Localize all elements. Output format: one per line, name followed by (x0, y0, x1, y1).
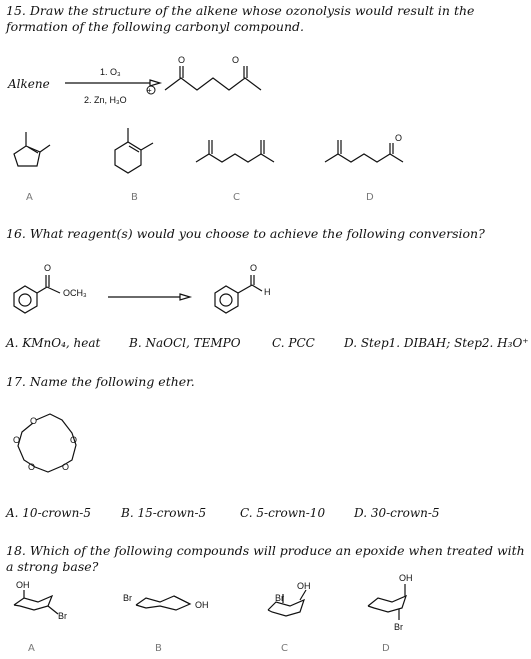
choice-b-15: B (131, 192, 138, 203)
choice-a-15: A (26, 192, 33, 203)
structure-a-ring (14, 146, 40, 166)
benzene-aldehyde (215, 286, 238, 313)
choice-d-15: D (366, 192, 374, 203)
q17-option-b: B. 15-crown-5 (121, 506, 207, 520)
plus-charge-circle (147, 86, 155, 94)
choice-d-18: D (382, 643, 390, 654)
crown-o-4: O (28, 462, 36, 472)
structure-c-chain (196, 154, 274, 162)
question-17-title: 17. Name the following ether. (6, 374, 195, 389)
arrowhead-15 (150, 80, 160, 86)
question-18-title: 18. Which of the following compounds will produce an epoxide when treated with a strong base? (6, 543, 525, 574)
question-16-title: 16. What reagent(s) would you choose to achieve the following conversion? (6, 226, 485, 241)
choice-a-18: A (28, 643, 35, 654)
ketone-o-1: O (178, 55, 186, 65)
ester-o-label: O (44, 263, 52, 273)
step-2-label: 2. Zn, H₃O (84, 95, 127, 105)
b-oh: OH (195, 600, 209, 610)
q17-option-c: C. 5-crown-10 (240, 506, 326, 520)
structure-d-chain (325, 154, 403, 162)
chair-d (368, 596, 406, 612)
q16-option-d: D. Step1. DIBAH; Step2. H₃O⁺ (344, 336, 529, 350)
plus-charge-label: + (147, 86, 152, 95)
diketone-chain (165, 78, 261, 90)
a-br: Br (58, 611, 67, 621)
chair-a (14, 596, 52, 610)
aldehyde-o-label: O (250, 263, 258, 273)
q16-option-b: B. NaOCl, TEMPO (129, 336, 241, 350)
aldehyde-h-label: H (264, 287, 271, 297)
q16-option-a: A. KMnO₄, heat (6, 336, 101, 350)
c-br: Br (275, 593, 284, 603)
q17-option-d: D. 30-crown-5 (354, 506, 440, 520)
chair-b (136, 596, 190, 610)
a-oh: OH (16, 580, 30, 590)
crown-o-1: O (30, 416, 38, 426)
crown-o-3: O (13, 435, 21, 445)
step-1-label: 1. O₃ (100, 67, 121, 77)
crown-o-5: O (62, 462, 70, 472)
b-br: Br (123, 593, 132, 603)
crown-o-2: O (70, 435, 78, 445)
crown-ether-ring (18, 414, 76, 472)
benzene-ester (14, 286, 37, 313)
d-br: Br (394, 622, 403, 632)
ketone-d-o: O (395, 133, 403, 143)
och3-label: OCH₃ (63, 288, 87, 298)
d-oh: OH (399, 573, 413, 583)
choice-c-15: C (233, 192, 240, 203)
c-oh: OH (297, 581, 311, 591)
alkene-label: Alkene (8, 77, 50, 91)
ketone-o-2: O (232, 55, 240, 65)
q16-option-c: C. PCC (272, 336, 315, 350)
choice-c-18: C (281, 643, 288, 654)
q17-option-a: A. 10-crown-5 (6, 506, 91, 520)
choice-b-18: B (155, 643, 162, 654)
question-15-title: 15. Draw the structure of the alkene whose ozonolysis would result in the formation of the following carbonyl compound. (6, 3, 475, 34)
structure-b-ring (115, 142, 141, 173)
chair-c (268, 600, 304, 616)
